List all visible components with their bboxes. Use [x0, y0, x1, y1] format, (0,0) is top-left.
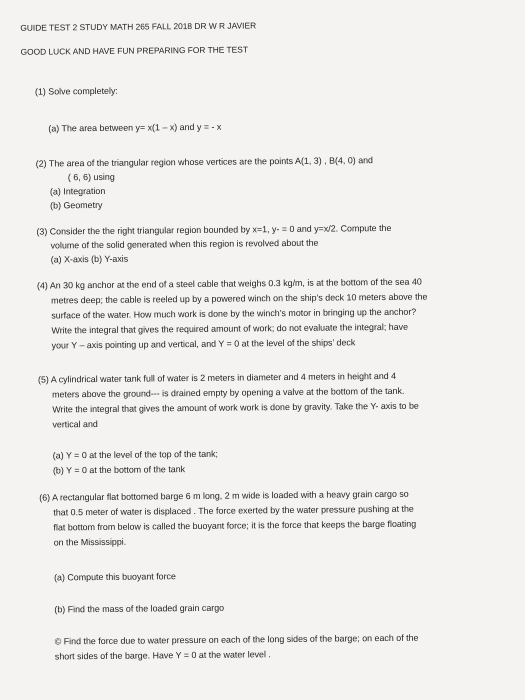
q6-line-1: (6) A rectangular flat bottomed barge 6 m long, 2 m wide is loaded with a heavy grain cargo so — [39, 488, 409, 503]
q6-line-4: on the Mississippi. — [53, 536, 127, 548]
q3-parts: (a) X-axis (b) Y-axis — [50, 253, 129, 265]
q5-line-2: meters above the ground--- is drained empty by opening a valve at the bottom of the tank. — [52, 385, 405, 400]
q4-line-1: (4) An 30 kg anchor at the end of a steel cable that weighs 0.3 kg/m, is at the bottom of the sea 40 — [36, 276, 422, 291]
q4-line-2: metres deep; the cable is reeled up by a powered winch on the ship’s deck 10 meters above the — [51, 291, 428, 306]
q5-part-b: (b) Y = 0 at the bottom of the tank — [52, 464, 186, 476]
header-title: GUIDE TEST 2 STUDY MATH 265 FALL 2018 DR W R JAVIER — [20, 20, 257, 33]
q3-line-2: volume of the solid generated when this region is revolved about the — [50, 237, 319, 251]
q2-part-b: (b) Geometry — [50, 199, 103, 211]
q1-part-a: (a) The area between y= x(1 – x) and y = - x — [48, 121, 222, 134]
q2-line-2: ( 6, 6) using — [67, 171, 115, 183]
q5-part-a: (a) Y = 0 at the level of the top of the tank; — [52, 448, 219, 461]
q6-part-c-line-2: short sides of the barge. Have Y = 0 at the water level . — [54, 649, 271, 662]
q4-line-4: Write the integral that gives the required amount of work; do not evaluate the integral; have — [51, 321, 409, 336]
q2-line-1: (2) The area of the triangular region whose vertices are the points A(1, 3) , B(4, 0) and — [35, 155, 374, 169]
q4-line-5: your Y – axis pointing up and vertical, and Y = 0 at the level of the ships’ deck — [51, 337, 356, 351]
q6-part-a: (a) Compute this buoyant force — [53, 571, 176, 583]
q6-part-c-line-1: © Find the force due to water pressure on each of the long sides of the barge; on each of the — [54, 632, 419, 647]
q4-line-3: surface of the water. How much work is done by the winch’s motor in bringing up the anchor? — [51, 306, 417, 321]
q5-line-1: (5) A cylindrical water tank full of water is 2 meters in diameter and 4 meters in height and 4 — [37, 370, 397, 385]
q3-line-1: (3) Consider the the right triangular region bounded by x=1, y- = 0 and y=x/2. Compute the — [36, 222, 392, 237]
q2-part-a: (a) Integration — [49, 185, 106, 197]
q6-line-3: flat bottom from below is called the buoyant force; it is the force that keeps the barge floating — [53, 518, 417, 533]
q5-line-3: Write the integral that gives the amount of work work is done by gravity. Take the Y- axis to be — [52, 400, 419, 415]
header-subtitle: GOOD LUCK AND HAVE FUN PREPARING FOR THE TEST — [20, 44, 248, 57]
q1-title: (1) Solve completely: — [34, 85, 118, 97]
q6-line-2: that 0.5 meter of water is displaced . The force exerted by the water pressure pushing at the — [53, 503, 414, 518]
q5-line-4: vertical and — [52, 418, 98, 430]
q6-part-b: (b) Find the mass of the loaded grain cargo — [54, 602, 225, 615]
